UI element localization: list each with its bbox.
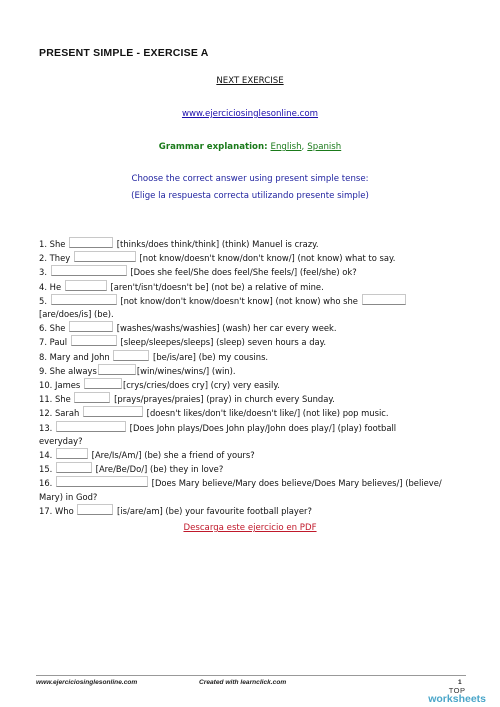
answer-input[interactable]	[51, 265, 127, 276]
item-text: [washes/washs/washies] (wash) her car every week.	[116, 323, 337, 334]
list-item	[39, 378, 469, 392]
answer-input[interactable]	[77, 504, 113, 515]
item-prefix: 17. Who	[39, 505, 74, 516]
list-item-continuation	[39, 308, 469, 321]
page-number: 1	[458, 679, 462, 686]
grammar-english-link[interactable]: English	[270, 142, 302, 152]
answer-input[interactable]	[362, 294, 406, 305]
item-prefix: 8. Mary and John	[39, 351, 110, 362]
item-prefix: 16.	[39, 478, 53, 489]
list-item	[39, 421, 469, 435]
list-item	[39, 321, 469, 335]
footer-site: www.ejerciciosinglesonline.com	[36, 679, 138, 686]
item-text: [Does Mary believe/Mary does believe/Does Mary believes/] (believe/	[151, 478, 442, 489]
item-text: [crys/cries/does cry] (cry) very easily.	[122, 380, 280, 391]
item-text: [is/are/am] (be) your favourite football player?	[117, 505, 312, 516]
list-item	[39, 448, 469, 462]
answer-input[interactable]	[98, 364, 136, 375]
item-text: everyday?	[39, 435, 83, 446]
item-prefix: 4. He	[39, 281, 62, 292]
item-prefix: 12. Sarah	[39, 408, 80, 419]
list-item	[39, 364, 469, 378]
item-prefix: 14.	[39, 450, 53, 461]
item-text: [Does John plays/Does John play/John does play/] (play) football	[129, 422, 397, 433]
item-prefix: 10. James	[39, 380, 81, 391]
list-item	[39, 265, 469, 279]
next-exercise-link[interactable]: NEXT EXERCISE	[216, 76, 284, 86]
footer-divider	[36, 675, 466, 676]
list-item	[39, 335, 469, 349]
item-text: [Are/Be/Do/] (be) they in love?	[95, 464, 224, 475]
list-item-continuation	[39, 491, 469, 504]
item-prefix: 3.	[39, 267, 47, 278]
list-item	[39, 280, 469, 294]
item-text: [are/does/is] (be).	[39, 309, 114, 320]
item-text: Mary) in God?	[39, 491, 98, 502]
answer-input[interactable]	[56, 421, 126, 432]
instruction-spanish: (Elige la respuesta correcta utilizando presente simple)	[131, 191, 369, 201]
list-item	[39, 251, 469, 265]
list-item	[39, 406, 469, 420]
instruction-english: Choose the correct answer using present simple tense:	[131, 174, 369, 184]
item-text: [not know/don't know/doesn't know] (not know) who she	[120, 295, 358, 306]
item-prefix: 13.	[39, 422, 53, 433]
item-prefix: 2. They	[39, 253, 71, 264]
item-prefix: 1. She	[39, 239, 66, 249]
answer-input[interactable]	[69, 321, 113, 332]
item-prefix: 5.	[39, 295, 47, 306]
item-text: [thinks/does think/think] (think) Manuel is crazy.	[116, 239, 319, 249]
item-text: [sleep/sleepes/sleeps] (sleep) seven hours a day.	[120, 337, 327, 348]
answer-input[interactable]	[74, 392, 110, 403]
answer-input[interactable]	[69, 237, 113, 248]
list-item	[39, 504, 469, 518]
answer-input[interactable]	[84, 378, 122, 389]
item-prefix: 6. She	[39, 323, 66, 334]
page-title: PRESENT SIMPLE - EXERCISE A	[39, 47, 209, 59]
grammar-label: Grammar explanation:	[158, 142, 268, 152]
item-text: [doesn't likes/don't like/doesn't like/] (not like) pop music.	[146, 408, 389, 419]
item-text: [not know/doesn't know/don't know/] (not know) what to say.	[139, 253, 396, 264]
footer-created-with: Created with learnclick.com	[199, 679, 287, 686]
list-item-continuation	[39, 435, 469, 448]
answer-input[interactable]	[113, 350, 149, 361]
list-item	[39, 476, 469, 490]
item-prefix: 7. Paul	[39, 337, 68, 348]
answer-input[interactable]	[56, 448, 88, 459]
list-item	[39, 350, 469, 364]
answer-input[interactable]	[83, 406, 143, 417]
answer-input[interactable]	[65, 280, 107, 291]
list-item	[39, 294, 469, 308]
download-pdf-link[interactable]: Descarga este ejercicio en PDF	[183, 523, 317, 533]
grammar-explanation	[0, 142, 500, 152]
item-text: [Does she feel/She does feel/She feels/] (feel/she) ok?	[130, 267, 357, 278]
grammar-separator: ,	[301, 142, 305, 152]
site-link[interactable]: www.ejerciciosinglesonline.com	[181, 109, 319, 119]
answer-input[interactable]	[71, 335, 117, 346]
topworksheets-logo	[428, 686, 486, 704]
list-item	[39, 237, 469, 251]
logo-top-text: TOP	[448, 686, 466, 695]
answer-input[interactable]	[56, 462, 92, 473]
item-text: [be/is/are] (be) my cousins.	[153, 351, 269, 362]
answer-input[interactable]	[74, 251, 136, 262]
item-prefix: 15.	[39, 464, 53, 475]
item-prefix: 9. She always	[39, 365, 97, 376]
item-text: [Are/Is/Am/] (be) she a friend of yours?	[91, 450, 255, 461]
item-text: [aren't/isn't/doesn't be] (not be) a relative of mine.	[110, 281, 324, 292]
item-text: [prays/prayes/praies] (pray) in church every Sunday.	[114, 394, 335, 405]
logo-brand-text: worksheets	[428, 693, 486, 705]
exercise-list	[39, 237, 469, 518]
item-text: [win/wines/wins/] (win).	[136, 365, 236, 376]
grammar-spanish-link[interactable]: Spanish	[307, 142, 342, 152]
list-item	[39, 392, 469, 406]
answer-input[interactable]	[51, 294, 117, 305]
list-item	[39, 462, 469, 476]
answer-input[interactable]	[56, 476, 148, 487]
item-prefix: 11. She	[39, 394, 71, 405]
